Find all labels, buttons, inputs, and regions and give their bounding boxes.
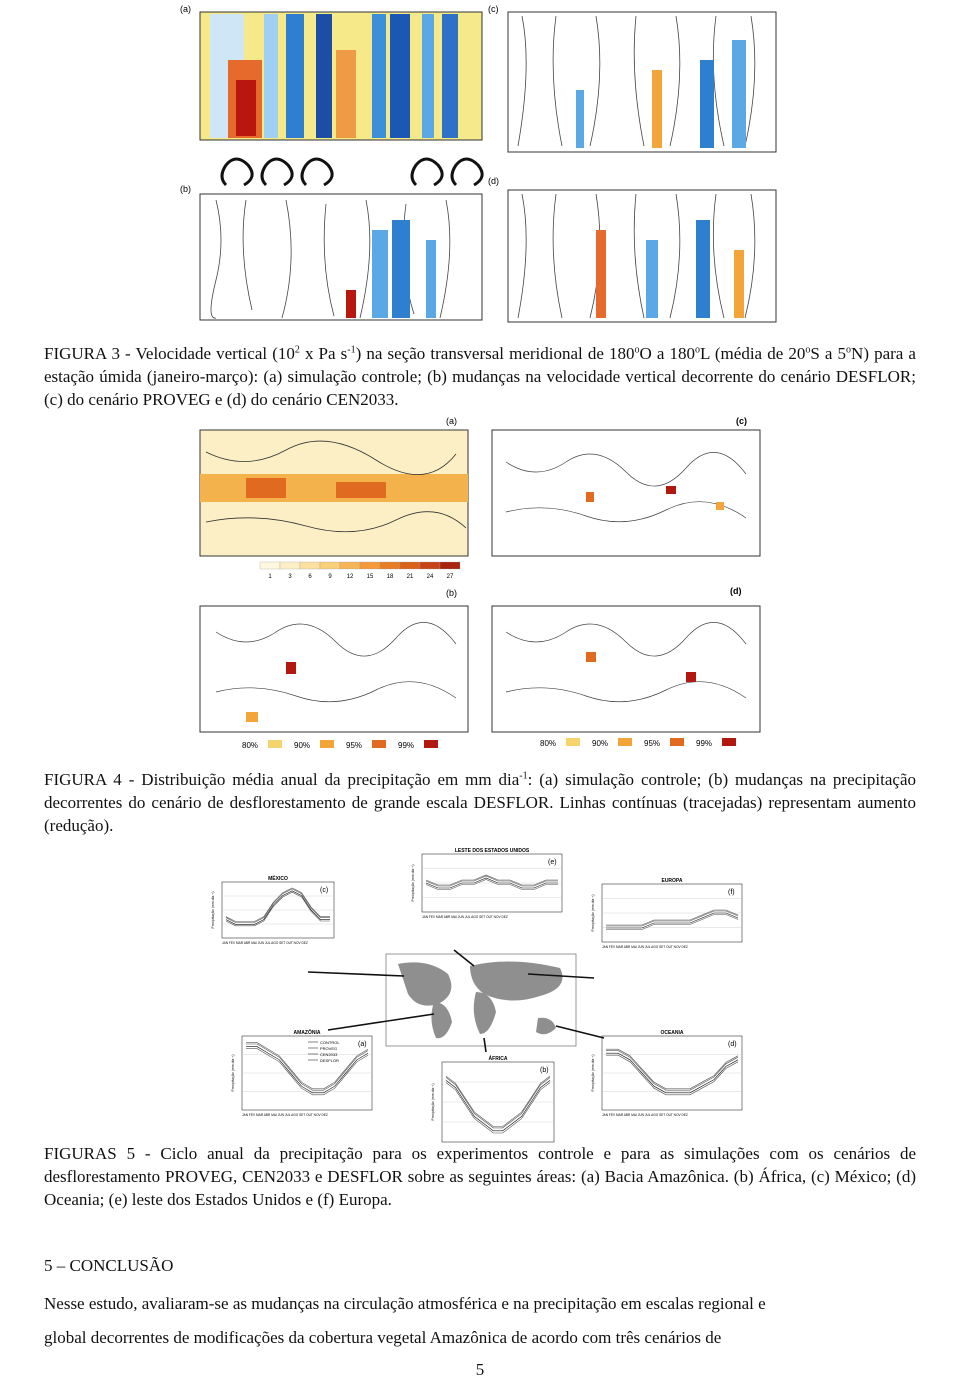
figure-4-legend-d — [540, 738, 736, 748]
colorbar-tick: 9 — [328, 574, 332, 580]
figure-4-label-b: (b) — [446, 588, 457, 598]
legend-percent: 95% — [644, 739, 661, 748]
plot-ylabel: Precipitação (mm dia⁻¹) — [591, 1054, 595, 1092]
plot-letter: (f) — [728, 889, 735, 896]
figure-4-maps — [186, 412, 772, 758]
figure-3 — [176, 0, 784, 330]
plot-month-axis: JAN FEV MAR ABR MAI JUN JUL AGO SET OUT NOV DEZ — [422, 915, 508, 919]
figure-5-plot-b — [431, 1055, 554, 1144]
figure-3-panel-d — [508, 190, 776, 322]
caption-text: FIGURA 3 - Velocidade vertical (10 — [44, 344, 295, 363]
circulation-arrows — [222, 159, 482, 185]
caption-text: ) na seção transversal meridional de 180 — [355, 344, 635, 363]
figure-3-label-c: (c) — [488, 4, 499, 14]
colorbar-tick: 18 — [386, 574, 394, 580]
legend-swatch — [722, 738, 736, 746]
colorbar-tick: 27 — [446, 574, 454, 580]
figure-4-map-a — [200, 430, 468, 556]
colorbar-tick: 15 — [366, 574, 374, 580]
figure-4-label-d: (d) — [730, 586, 742, 596]
legend-entry: CEN2033 — [320, 1052, 338, 1057]
plot-month-axis: JAN FEV MAR ABR MAI JUN JUL AGO SET OUT NOV DEZ — [242, 1113, 328, 1117]
legend-entry: PROVEG — [320, 1046, 338, 1051]
legend-swatch — [670, 738, 684, 746]
plot-month-axis: JAN FEV MAR ABR MAI JUN JUL AGO SET OUT NOV DEZ — [222, 941, 308, 945]
figure-3-panel-b — [200, 194, 482, 320]
body-line-1: Nesse estudo, avaliaram-se as mudanças na circulação atmosférica e na precipitação em escalas regional e — [44, 1294, 766, 1313]
colorbar-swatch — [280, 562, 300, 569]
colorbar-swatch — [260, 562, 280, 569]
plot-title: MÉXICO — [268, 876, 288, 882]
plot-title: EUROPA — [661, 878, 683, 884]
figure-4-label-c: (c) — [736, 416, 747, 426]
colorbar-tick: 3 — [288, 574, 292, 580]
plot-title: LESTE DOS ESTADOS UNIDOS — [454, 848, 530, 854]
colorbar-tick: 21 — [406, 574, 414, 580]
legend-swatch — [566, 738, 580, 746]
plot-letter: (c) — [320, 887, 329, 894]
colorbar-swatch — [420, 562, 440, 569]
caption-sup: o — [805, 344, 811, 356]
plot-ylabel: Precipitação (mm dia⁻¹) — [431, 1083, 435, 1121]
figure-5-plot-a — [231, 1028, 372, 1117]
figure-4-label-a: (a) — [446, 416, 457, 426]
figure-4-colorbar — [260, 562, 460, 580]
legend-percent: 95% — [346, 741, 363, 750]
caption-sup: o — [695, 344, 701, 356]
figure-4-map-d — [492, 606, 760, 732]
figure-5-plot-d — [591, 1030, 742, 1117]
caption-text: L (média de 20 — [700, 344, 806, 363]
figure-5 — [208, 842, 756, 1144]
figure-4-caption — [44, 768, 916, 837]
figure-5-plot-e — [411, 848, 562, 919]
figure-4 — [186, 412, 772, 758]
caption-text: N) para a estação úmida (janeiro-março): (a) simulação controle; (b) mudanças na velocidade vertical decorrente do cenário DESFLOR; (c) do cenário PROVEG e (d) do cenário CEN2033. — [44, 344, 916, 409]
legend-swatch — [424, 740, 438, 748]
caption-sup: -1 — [347, 344, 356, 356]
colorbar-tick: 1 — [268, 574, 272, 580]
section-heading: 5 – CONCLUSÃO — [44, 1256, 174, 1275]
figure-3-label-b: (b) — [180, 184, 191, 194]
legend-percent: 99% — [398, 741, 415, 750]
colorbar-swatch — [380, 562, 400, 569]
plot-title: AMAZÔNIA — [293, 1030, 321, 1036]
figure-5-world-map — [386, 954, 576, 1046]
caption-sup: o — [846, 344, 852, 356]
figure-5-caption: FIGURAS 5 - Ciclo anual da precipitação para os experimentos controle e para as simulações com os cenários de desflorestamento PROVEG, CEN2033 e DESFLOR sobre as seguintes áreas: (a) Bacia Amazônica. (b) África, (c) México; (d) Oceania; (e) leste dos Estados Unidos e (f) Europa. — [44, 1144, 916, 1209]
figure-5-plot-c — [211, 874, 334, 945]
plot-month-axis: JAN FEV MAR ABR MAI JUN JUL AGO SET OUT NOV DEZ — [602, 1113, 688, 1117]
plot-letter: (d) — [728, 1041, 737, 1048]
plot-ylabel: Precipitação (mm dia⁻¹) — [231, 1054, 235, 1092]
colorbar-swatch — [400, 562, 420, 569]
legend-percent: 99% — [696, 739, 713, 748]
legend-swatch — [268, 740, 282, 748]
caption-sup: 2 — [294, 344, 300, 356]
plot-title: ÁFRICA — [488, 1056, 508, 1062]
plot-ylabel: Precipitação (mm dia⁻¹) — [591, 894, 595, 932]
colorbar-tick: 6 — [308, 574, 312, 580]
figure-4-map-c — [492, 430, 760, 556]
figure-3-label-a: (a) — [180, 4, 191, 14]
legend-swatch — [618, 738, 632, 746]
colorbar-tick: 24 — [426, 574, 434, 580]
legend-percent: 90% — [592, 739, 609, 748]
legend-percent: 90% — [294, 741, 311, 750]
plot-letter: (a) — [358, 1041, 367, 1048]
legend-percent: 80% — [242, 741, 259, 750]
caption-sup: o — [634, 344, 640, 356]
legend-swatch — [372, 740, 386, 748]
caption-sup: -1 — [519, 770, 528, 782]
plot-ylabel: Precipitação (mm dia⁻¹) — [211, 891, 215, 929]
figure-4-legend-b — [242, 740, 438, 750]
colorbar-swatch — [360, 562, 380, 569]
figure-3-panel-c — [508, 12, 776, 152]
figure-5-composite — [208, 842, 756, 1144]
caption-text: S a 5 — [810, 344, 847, 363]
caption-text: FIGURA 4 - Distribuição média anual da precipitação em mm dia — [44, 770, 520, 789]
plot-ylabel: Precipitação (mm dia⁻¹) — [411, 864, 415, 902]
colorbar-tick: 12 — [346, 574, 354, 580]
plot-letter: (e) — [548, 859, 557, 866]
colorbar-swatch — [440, 562, 460, 569]
figure-3-panels — [176, 0, 784, 330]
legend-entry: DESFLOR — [320, 1058, 339, 1063]
colorbar-swatch — [340, 562, 360, 569]
caption-text: : (a) simulação controle; (b) mudanças na precipitação decorrentes do cenário de desflorestamento de grande escala DESFLOR. Linhas contínuas (tracejadas) representam aumento (redução). — [44, 770, 916, 835]
figure-3-caption — [44, 342, 916, 411]
plot-letter: (b) — [540, 1067, 549, 1074]
figure-3-panel-a — [200, 12, 482, 140]
legend-swatch — [320, 740, 334, 748]
figure-5-plot-f — [591, 878, 742, 949]
colorbar-swatch — [300, 562, 320, 569]
page-number: 5 — [475, 1360, 485, 1379]
legend-entry: CONTROL — [320, 1040, 340, 1045]
figure-3-label-d: (d) — [488, 176, 499, 186]
plot-month-axis: JAN FEV MAR ABR MAI JUN JUL AGO SET OUT NOV DEZ — [602, 945, 688, 949]
plot-title: OCEANIA — [660, 1030, 684, 1036]
body-line-2: global decorrentes de modificações da cobertura vegetal Amazônica de acordo com três cenários de — [44, 1328, 722, 1347]
figure-4-map-b — [200, 606, 468, 732]
caption-text: x Pa s — [299, 344, 348, 363]
legend-percent: 80% — [540, 739, 557, 748]
colorbar-swatch — [320, 562, 340, 569]
caption-text: O a 180 — [639, 344, 696, 363]
